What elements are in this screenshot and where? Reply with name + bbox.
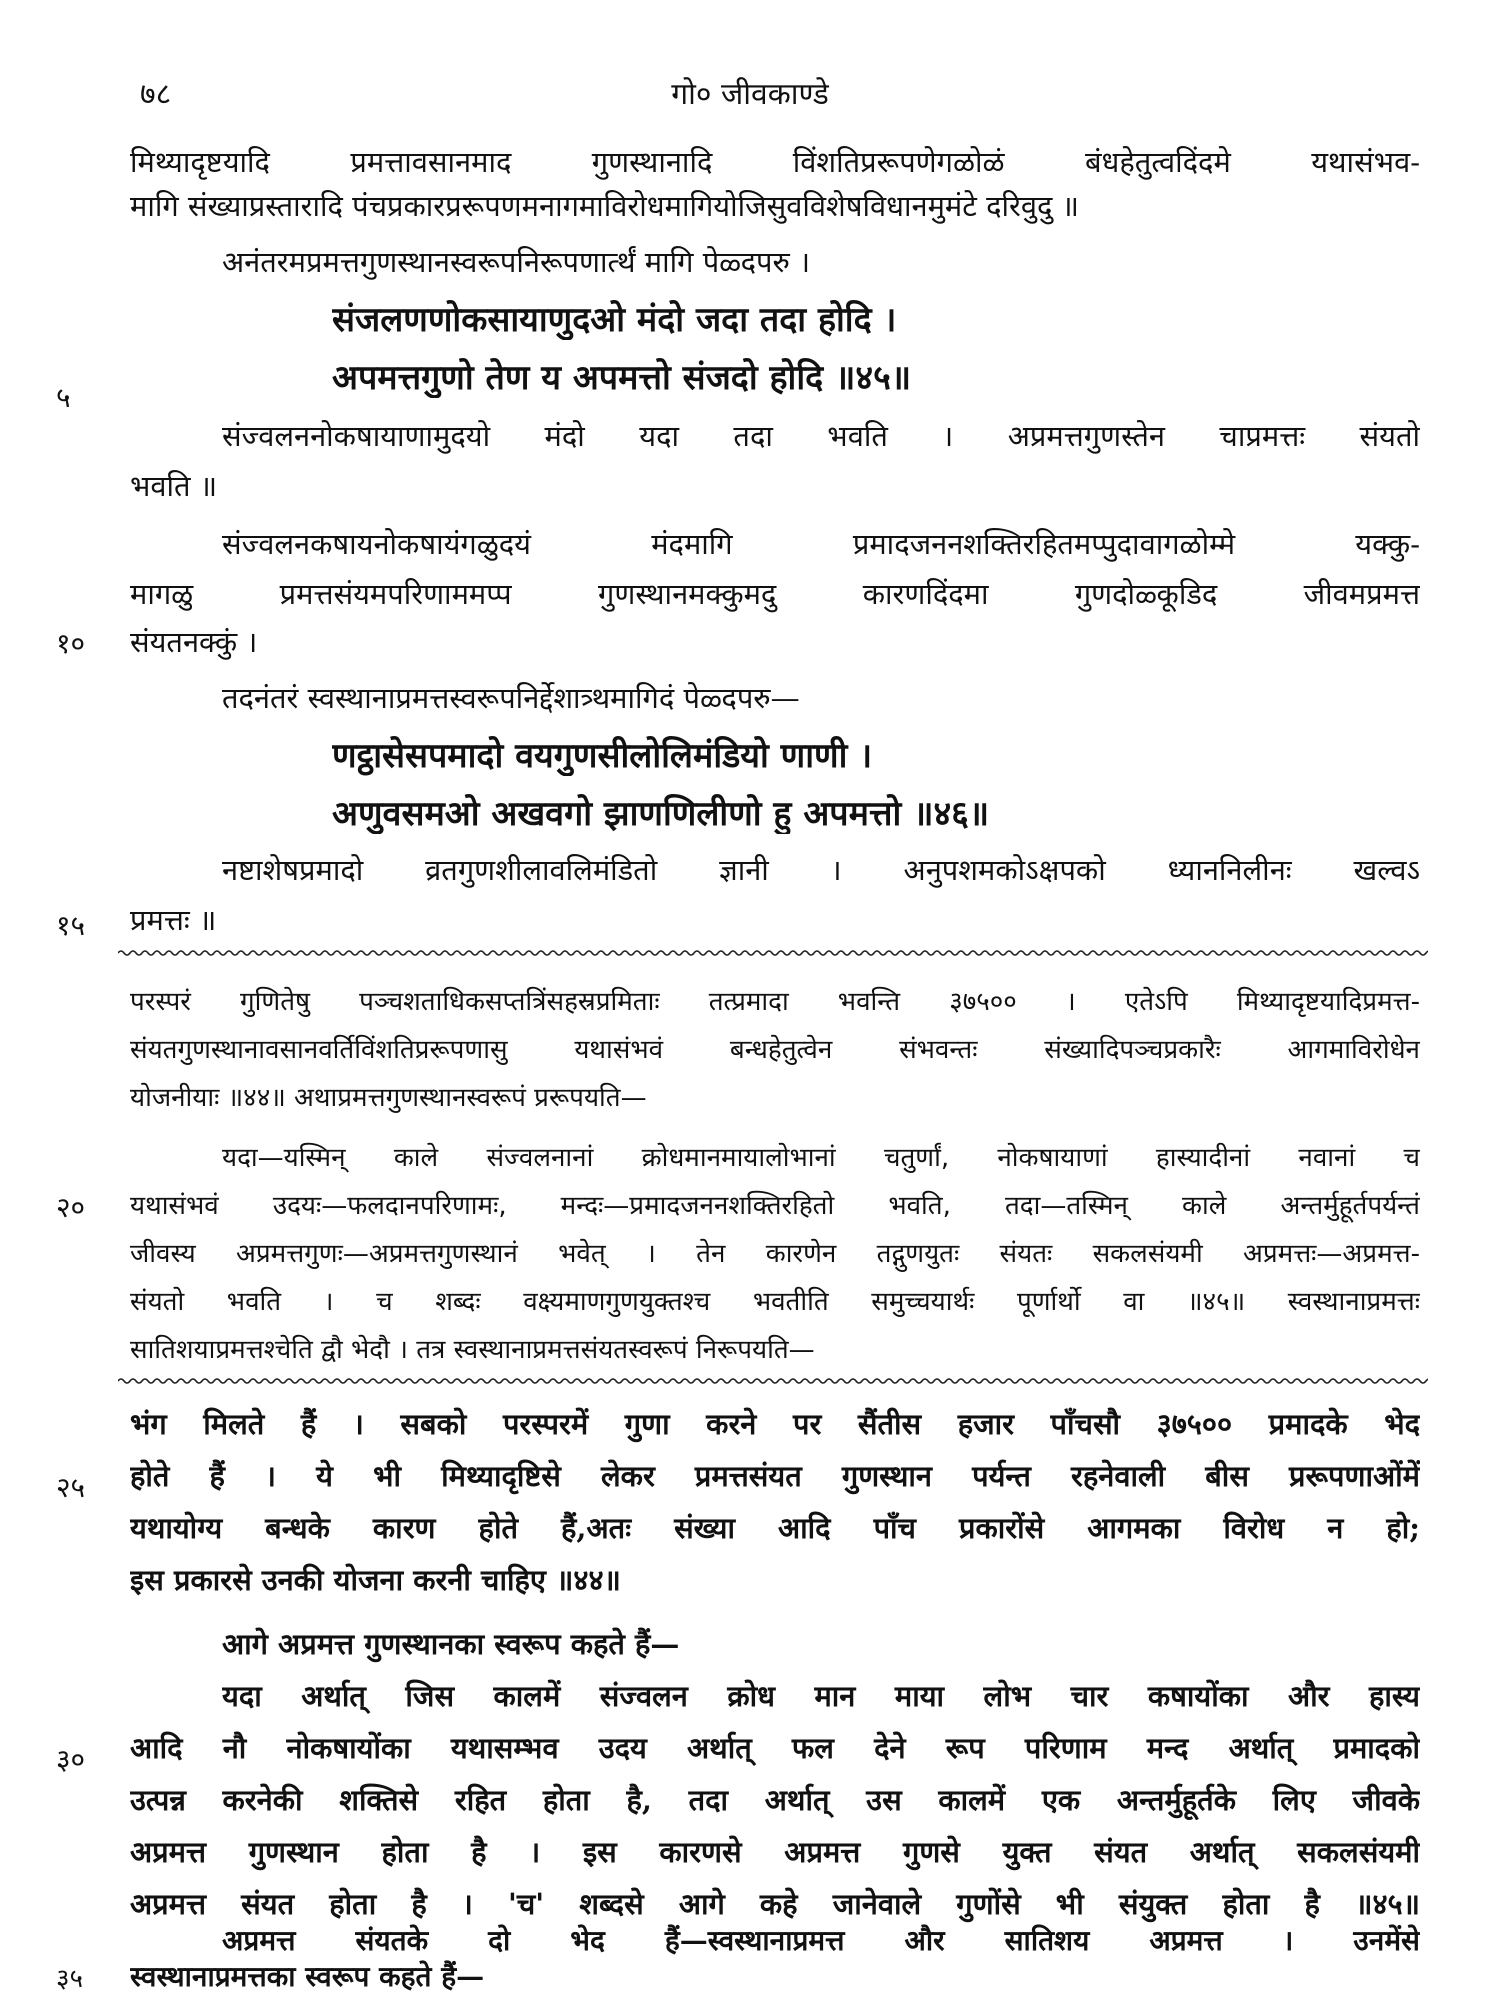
gatha-verse-line: णट्ठासेसपमादो वयगुणसीलोलिमंडियो णाणी । [332, 736, 873, 776]
sanskrit-chaya-line: संज्वलननोकषायाणामुदयो मंदो यदा तदा भवति । अप्रमत्तगुणस्तेन चाप्रमत्तः संयतो [222, 419, 1420, 453]
sanskrit-tika-line: यदा—यस्मिन् काले संज्वलनानां क्रोधमानमायालोभानां चतुर्णां, नोकषायाणां हास्यादीनां नवानां च [222, 1143, 1420, 1173]
sanskrit-tika-line: सातिशयाप्रमत्तश्चेति द्वौ भेदौ । तत्र स्वस्थानाप्रमत्तसंयतस्वरूपं निरूपयति— [130, 1335, 815, 1365]
sanskrit-tika-line: संयतगुणस्थानावसानवर्तिविंशतिप्ररूपणासु यथासंभवं बन्धहेतुत्वेन संभवन्तः संख्यादिपञ्चप्रकारैः आगमाविरोधेन [130, 1035, 1420, 1065]
sanskrit-chaya-line: नष्टाशेषप्रमादो व्रतगुणशीलावलिमंडितो ज्ञानी । अनुपशमकोऽक्षपको ध्याननिलीनः खल्वऽ [222, 853, 1420, 887]
hindi-translation-line: स्वस्थानाप्रमत्तका स्वरूप कहते हैं— [130, 1960, 485, 1993]
margin-line-number: २० [56, 1191, 86, 1224]
wavy-divider [118, 1376, 1428, 1386]
kannada-commentary-line: तदनंतरं स्वस्थानाप्रमत्तस्वरूपनिर्द्देशात्र्थमागिदं पेळ्दपरु— [222, 681, 800, 715]
sanskrit-tika-line: योजनीयाः ॥४४॥ अथाप्रमत्तगुणस्थानस्वरूपं प्ररूपयति— [130, 1083, 647, 1113]
sanskrit-chaya-line: प्रमत्तः ॥ [130, 903, 217, 937]
hindi-translation-line: आदि नौ नोकषायोंका यथासम्भव उदय अर्थात् फल देने रूप परिणाम मन्द अर्थात् प्रमादको [130, 1731, 1420, 1765]
page-number: ७८ [140, 77, 172, 112]
kannada-commentary-line: अनंतरमप्रमत्तगुणस्थानस्वरूपनिरूपणार्त्थं मागि पेळ्दपरु । [222, 245, 811, 279]
hindi-translation-line: अप्रमत्त गुणस्थान होता है । इस कारणसे अप्रमत्त गुणसे युक्त संयत अर्थात् सकलसंयमी [130, 1835, 1420, 1869]
page-header [0, 72, 1500, 112]
sanskrit-tika-line: जीवस्य अप्रमत्तगुणः—अप्रमत्तगुणस्थानं भवेत् । तेन कारणेन तद्गुणयुतः संयतः सकलसंयमी अप्रमत्तः—अप्रमत्त- [130, 1239, 1420, 1269]
sanskrit-chaya-line: भवति ॥ [130, 469, 218, 503]
gatha-verse-line: संजलणणोकसायाणुदओ मंदो जदा तदा होदि । [332, 300, 897, 340]
gatha-verse-line: अणुवसमओ अखवगो झाणणिलीणो हु अपमत्तो ॥४६॥ [332, 794, 990, 834]
margin-line-number: १० [56, 627, 86, 660]
kannada-commentary-line: संज्वलनकषायनोकषायंगळुदयं मंदमागि प्रमादजननशक्तिरहितमप्पुदावागळोम्मे यक्कु- [222, 527, 1420, 561]
hindi-translation-line: भंग मिलते हैं । सबको परस्परमें गुणा करने पर सैंतीस हजार पाँचसौ ३७५०० प्रमादके भेद [130, 1407, 1420, 1441]
hindi-translation-line: इस प्रकारसे उनकी योजना करनी चाहिए ॥४४॥ [130, 1563, 621, 1597]
sanskrit-tika-line: परस्परं गुणितेषु पञ्चशताधिकसप्तत्रिंसहस्रप्रमिताः तत्प्रमादा भवन्ति ३७५०० । एतेऽपि मिथ्यादृष्टयादिप्रमत्त- [130, 987, 1420, 1017]
margin-line-number: ५ [56, 381, 71, 414]
hindi-translation-line: होते हैं । ये भी मिथ्यादृष्टिसे लेकर प्रमत्तसंयत गुणस्थान पर्यन्त रहनेवाली बीस प्ररूपणाओंमें [130, 1459, 1420, 1493]
hindi-translation-line: अप्रमत्त संयत होता है । 'च' शब्दसे आगे कहे जानेवाले गुणोंसे भी संयुक्त होता है ॥४५॥ [130, 1887, 1420, 1921]
sanskrit-tika-line: संयतो भवति । च शब्दः वक्ष्यमाणगुणयुक्तश्च भवतीति समुच्चयार्थः पूर्णार्थो वा ॥४५॥ स्वस्थानाप्रमत्तः [130, 1287, 1420, 1317]
margin-line-number: ३० [56, 1743, 86, 1776]
wavy-divider [118, 948, 1428, 958]
margin-line-number: ३५ [56, 1964, 84, 1994]
margin-line-number: १५ [56, 909, 86, 942]
hindi-translation-line: यदा अर्थात् जिस कालमें संज्वलन क्रोध मान माया लोभ चार कषायोंका और हास्य [222, 1679, 1420, 1713]
kannada-commentary-line: मागि संख्याप्रस्तारादि पंचप्रकारप्ररूपणमनागमाविरोधमागियोजिसुवविशेषविधानमुमंटे दरिवुदु ॥ [130, 189, 1079, 223]
hindi-translation-line: आगे अप्रमत्त गुणस्थानका स्वरूप कहते हैं— [222, 1627, 680, 1661]
kannada-commentary-line: संयतनक्कुं । [130, 625, 258, 659]
sanskrit-tika-line: यथासंभवं उदयः—फलदानपरिणामः, मन्दः—प्रमादजननशक्तिरहितो भवति, तदा—तस्मिन् काले अन्तर्मुहूर्तपर्यन्तं [130, 1191, 1420, 1221]
margin-line-number: २५ [56, 1471, 86, 1504]
kannada-commentary-line: मागळु प्रमत्तसंयमपरिणाममप्प गुणस्थानमक्कुमदु कारणदिंदमा गुणदोळ्कूडिद जीवमप्रमत्त [130, 577, 1420, 611]
hindi-translation-line: अप्रमत्त संयतके दो भेद हैं—स्वस्थानाप्रमत्त और सातिशय अप्रमत्त । उनमेंसे [222, 1924, 1420, 1957]
hindi-translation-line: यथायोग्य बन्धके कारण होते हैं,अतः संख्या आदि पाँच प्रकारोंसे आगमका विरोध न हो; [130, 1511, 1420, 1545]
hindi-translation-line: उत्पन्न करनेकी शक्तिसे रहित होता है, तदा अर्थात् उस कालमें एक अन्तर्मुहूर्तके लिए जीवके [130, 1783, 1420, 1817]
kannada-commentary-line: मिथ्यादृष्टयादि प्रमत्तावसानमाद गुणस्थानादि विंशतिप्ररूपणेगळोळं बंधहेतुत्वदिंदमे यथासंभव- [130, 145, 1420, 179]
gatha-verse-line: अपमत्तगुणो तेण य अपमत्तो संजदो होदि ॥४५॥ [332, 358, 912, 398]
running-title: गो० जीवकाण्डे [671, 77, 829, 112]
